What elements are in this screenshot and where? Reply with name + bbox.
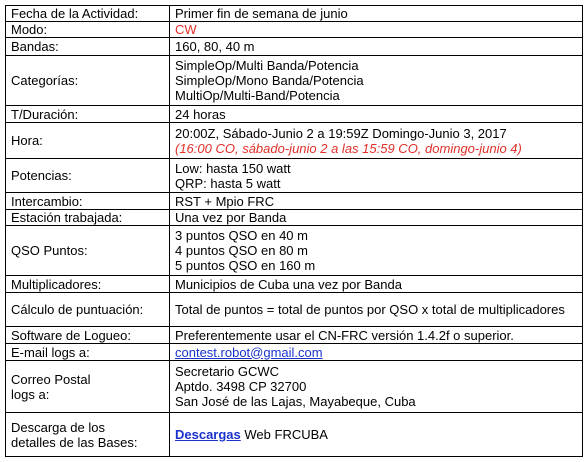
row-label: Hora: bbox=[6, 123, 170, 159]
table-row-descarga bbox=[6, 413, 583, 457]
row-label: Cálculo de puntuación: bbox=[6, 293, 170, 327]
row-label: Intercambio: bbox=[6, 193, 170, 210]
table-row-qso bbox=[6, 226, 583, 276]
address-line: San José de las Lajas, Mayabeque, Cuba bbox=[175, 394, 416, 409]
row-value: Primer fin de semana de junio bbox=[170, 6, 583, 22]
row-label: T/Duración: bbox=[6, 106, 170, 123]
address-line: Secretario GCWC bbox=[175, 364, 280, 379]
row-label: QSO Puntos: bbox=[6, 226, 170, 276]
row-label: Categorías: bbox=[6, 56, 170, 106]
row-label: Software de Logueo: bbox=[6, 327, 170, 344]
row-label: Potencias: bbox=[6, 159, 170, 193]
table-row-calculo bbox=[6, 293, 583, 327]
category-item: SimpleOp/Mono Banda/Potencia bbox=[175, 73, 364, 88]
table-row-modo bbox=[6, 22, 583, 38]
downloads-link[interactable]: Descargas bbox=[175, 427, 241, 442]
qso-item: 5 puntos QSO en 160 m bbox=[175, 258, 316, 273]
row-label bbox=[6, 413, 170, 457]
row-label: Fecha de la Actividad: bbox=[6, 6, 170, 22]
table-row-duracion bbox=[6, 106, 583, 123]
row-label: Estación trabajada: bbox=[6, 210, 170, 226]
power-item: QRP: hasta 5 watt bbox=[175, 175, 281, 191]
row-value bbox=[170, 56, 583, 106]
table-row-potencias bbox=[6, 159, 583, 193]
table-row-email bbox=[6, 344, 583, 361]
row-value bbox=[170, 226, 583, 276]
power-item: Low: hasta 150 watt bbox=[175, 160, 291, 176]
address-line: Aptdo. 3498 CP 32700 bbox=[175, 379, 307, 394]
row-value: Una vez por Banda bbox=[170, 210, 583, 226]
category-item: SimpleOp/Multi Banda/Potencia bbox=[175, 58, 359, 73]
table-row-categorias bbox=[6, 56, 583, 106]
row-value: CW bbox=[170, 22, 583, 38]
row-value bbox=[170, 413, 583, 457]
qso-item: 3 puntos QSO en 40 m bbox=[175, 228, 308, 243]
row-label: Modo: bbox=[6, 22, 170, 38]
row-label bbox=[6, 361, 170, 413]
category-item: MultiOp/Multi-Band/Potencia bbox=[175, 88, 340, 103]
table-row-intercambio bbox=[6, 193, 583, 210]
label-line: logs a: bbox=[11, 386, 50, 402]
table-row-estacion bbox=[6, 210, 583, 226]
label-line: Correo Postal bbox=[11, 371, 91, 387]
table-row-bandas bbox=[6, 38, 583, 56]
row-value: Preferentemente usar el CN-FRC versión 1.4.2f o superior. bbox=[170, 327, 583, 344]
row-value bbox=[170, 344, 583, 361]
local-time: (16:00 CO, sábado-junio 2 a las 15:59 CO, domingo-junio 4) bbox=[175, 140, 522, 156]
table-row-software bbox=[6, 327, 583, 344]
label-line: detalles de las Bases: bbox=[11, 434, 138, 450]
table-row-fecha bbox=[6, 6, 583, 22]
row-value bbox=[170, 123, 583, 159]
table-row-multiplicadores bbox=[6, 276, 583, 293]
email-link[interactable]: contest.robot@gmail.com bbox=[175, 344, 323, 360]
row-value: 160, 80, 40 m bbox=[170, 38, 583, 56]
download-suffix: Web FRCUBA bbox=[240, 427, 328, 442]
utc-time: 20:00Z, Sábado-Junio 2 a 19:59Z Domingo-Junio 3, 2017 bbox=[175, 125, 507, 141]
row-value bbox=[170, 361, 583, 413]
row-value: Total de puntos = total de puntos por QSO x total de multiplicadores bbox=[170, 293, 583, 327]
row-value: Municipios de Cuba una vez por Banda bbox=[170, 276, 583, 293]
contest-rules-table bbox=[5, 5, 583, 457]
row-value: RST + Mpio FRC bbox=[170, 193, 583, 210]
row-label: E-mail logs a: bbox=[6, 344, 170, 361]
row-value bbox=[170, 159, 583, 193]
row-label: Multiplicadores: bbox=[6, 276, 170, 293]
label-line: Descarga de los bbox=[11, 419, 105, 435]
table-row-correo bbox=[6, 361, 583, 413]
row-label: Bandas: bbox=[6, 38, 170, 56]
table-row-hora bbox=[6, 123, 583, 159]
qso-item: 4 puntos QSO en 80 m bbox=[175, 243, 308, 258]
row-value: 24 horas bbox=[170, 106, 583, 123]
